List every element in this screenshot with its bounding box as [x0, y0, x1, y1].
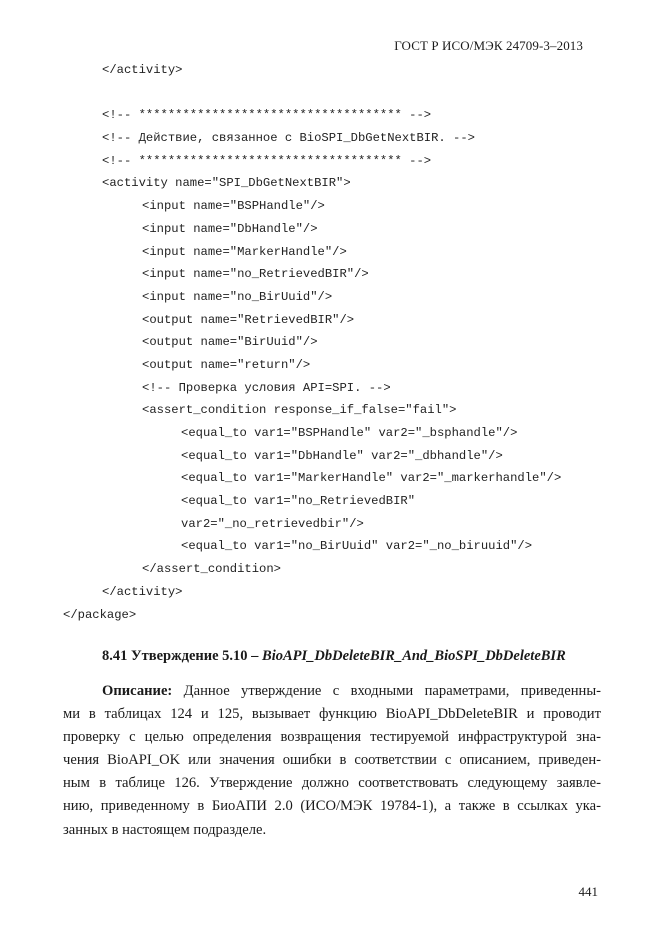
code-line: <equal_to var1="BSPHandle" var2="_bsphandle"/> — [181, 426, 518, 440]
code-line: <output name="RetrievedBIR"/> — [142, 312, 355, 327]
paragraph-line: занных в настоящем подразделе. — [63, 821, 267, 838]
code-line: var2="_no_retrievedbir"/> — [181, 516, 364, 531]
section-title — [102, 648, 566, 665]
section-number-title: 8.41 Утверждение 5.10 – — [102, 648, 263, 664]
section-assertion-name: BioAPI_DbDeleteBIR_And_BioSPI_DbDeleteBIR — [262, 648, 566, 664]
page-number: 441 — [578, 884, 598, 899]
code-line-blank — [0, 82, 661, 105]
code-line: </assert_condition> — [142, 562, 281, 577]
code-line: <assert_condition response_if_false="fail"> — [142, 403, 457, 418]
description-paragraph — [63, 680, 601, 842]
code-line: <!-- ************************************ --> — [102, 153, 432, 168]
paragraph-line: ми в таблицах 124 и 125, вызывает функцию BioAPI_DbDeleteBIR и проводит — [63, 706, 601, 723]
code-line: <equal_to var1="MarkerHandle" var2="_markerhandle"/> — [181, 471, 562, 486]
code-line: </activity> — [102, 63, 183, 77]
code-line: <output name="BirUuid"/> — [142, 335, 318, 350]
code-line: </package> — [63, 607, 137, 622]
code-line: <input name="MarkerHandle"/> — [142, 244, 347, 259]
paragraph-line: ным в таблице 126. Утверждение должно соответствовать следующему заявле- — [63, 775, 601, 792]
paragraph-line: нию, приведенному в БиоАПИ 2.0 (ИСО/МЭК 19784-1), а также в ссылках ука- — [63, 798, 601, 815]
document-header: ГОСТ Р ИСО/МЭК 24709-3–2013 — [394, 38, 583, 53]
code-line: </activity> — [102, 584, 183, 599]
code-line: <input name="no_RetrievedBIR"/> — [142, 267, 369, 282]
code-line: <output name="return"/> — [142, 357, 311, 372]
code-line: <equal_to var1="no_BirUuid" var2="_no_biruuid"/> — [181, 539, 533, 554]
code-line: <equal_to var1="no_RetrievedBIR" — [181, 494, 416, 509]
code-line: <!-- Проверка условия API=SPI. --> — [142, 380, 391, 395]
code-line: <equal_to var1="DbHandle" var2="_dbhandle"/> — [181, 448, 503, 463]
xml-code-listing — [0, 59, 661, 626]
code-line: <input name="DbHandle"/> — [142, 221, 318, 236]
code-line: <input name="BSPHandle"/> — [142, 199, 325, 214]
code-line: <activity name="SPI_DbGetNextBIR"> — [102, 176, 351, 191]
description-label: Описание: — [102, 683, 173, 699]
paragraph-line: чения BioAPI_OK или значения ошибки в соответствии с описанием, приведен- — [63, 752, 601, 769]
paragraph-line: проверку с целью определения возвращения тестируемой инфраструктурой зна- — [63, 729, 601, 746]
code-line: <!-- Действие, связанное с BioSPI_DbGetNextBIR. --> — [102, 131, 475, 146]
code-line: <!-- ************************************ --> — [102, 108, 432, 123]
paragraph-line — [63, 680, 601, 703]
paragraph-text: Данное утверждение с входными параметрами, приведенны- — [172, 683, 601, 699]
code-line: <input name="no_BirUuid"/> — [142, 289, 333, 304]
